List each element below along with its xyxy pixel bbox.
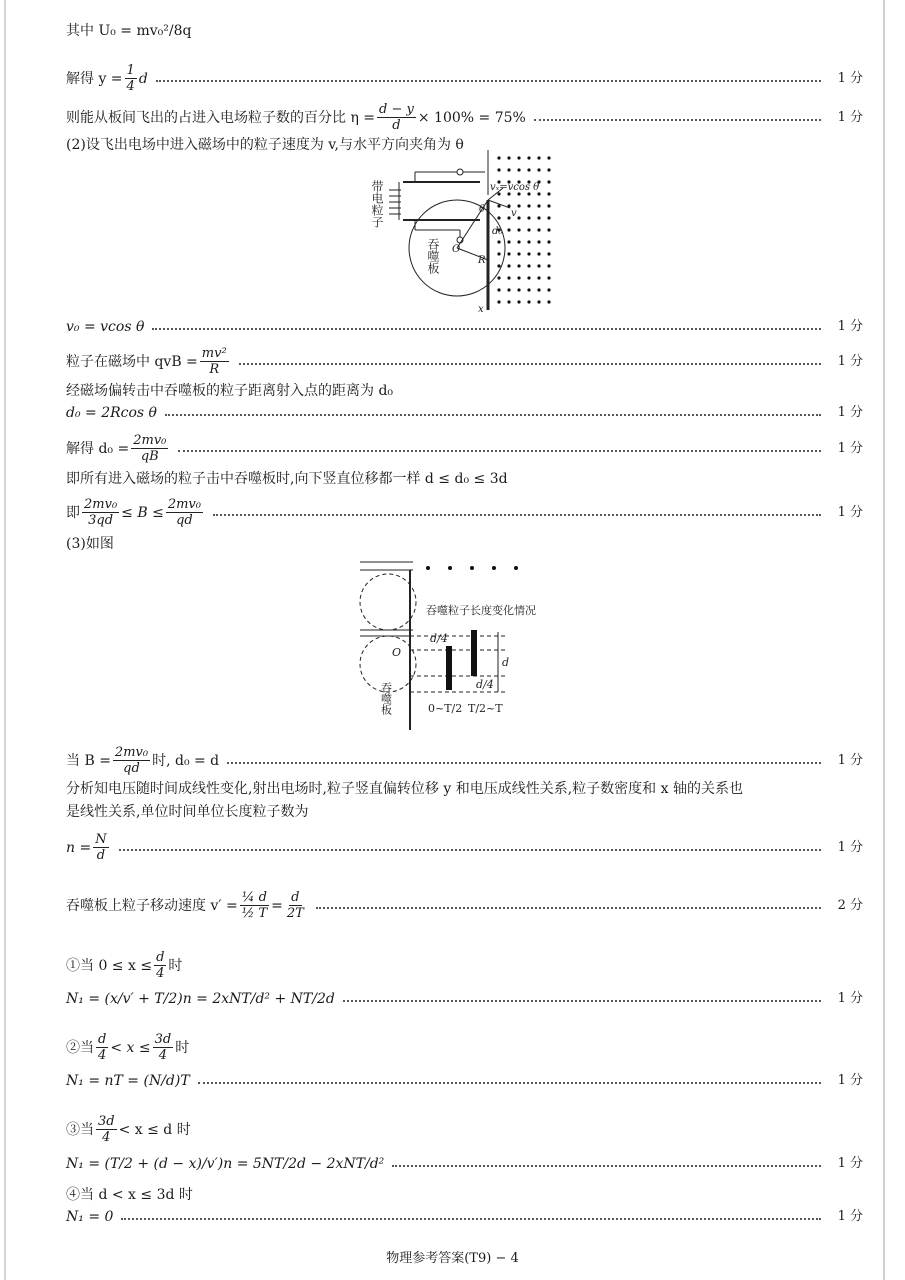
field-dot bbox=[517, 300, 520, 303]
field-dot bbox=[547, 288, 550, 291]
line-case2: ②当 $\frac{d}{4}$ < x ≤ $\frac{3d}{4}$ 时 bbox=[66, 1032, 190, 1063]
field-dot bbox=[497, 204, 500, 207]
line-part2-intro: (2)设飞出电场中进入磁场中的粒子速度为 v,与水平方向夹角为 θ bbox=[66, 137, 464, 153]
line-d0: d₀ = 2Rcos θ 1 分 bbox=[66, 405, 863, 421]
figure-absorb-length bbox=[358, 552, 608, 732]
field-dot bbox=[497, 168, 500, 171]
label-t2: T/2~T bbox=[468, 702, 503, 715]
fraction: $\frac{1}{4}$ bbox=[126, 63, 135, 94]
line-analysis-2: 是线性关系,单位时间单位长度粒子数为 bbox=[66, 804, 309, 820]
field-dot bbox=[547, 264, 550, 267]
field-dot bbox=[547, 252, 550, 255]
line-distance-desc: 经磁场偏转击中吞噬板的粒子距离射入点的距离为 d₀ bbox=[66, 383, 394, 399]
label-v: v bbox=[511, 208, 517, 219]
page-edge-right bbox=[883, 0, 885, 1280]
line-percentage: 则能从板间飞出的占进入电场粒子数的百分比 η = $\frac{d - y}{d}$ × 100% = 75% 1 分 bbox=[66, 102, 863, 133]
line-solve-d0: 解得 d₀ = $\frac{\text{2mv₀}}{qB}$ 1 分 bbox=[66, 433, 863, 464]
field-dot bbox=[497, 276, 500, 279]
line-v0: v₀ = vcos θ 1 分 bbox=[66, 319, 863, 335]
field-dot bbox=[517, 252, 520, 255]
field-dot bbox=[527, 216, 530, 219]
field-dot bbox=[537, 156, 540, 159]
field-dot bbox=[527, 252, 530, 255]
line-lorentz: 粒子在磁场中 qvB = $\frac{\text{mv²}}{R}$ 1 分 bbox=[66, 346, 863, 377]
line-case1: ①当 0 ≤ x ≤ $\frac{d}{4}$ 时 bbox=[66, 950, 183, 981]
field-dot bbox=[527, 204, 530, 207]
field-dot bbox=[507, 228, 510, 231]
page-footer: 物理参考答案(T9) − 4 bbox=[386, 1251, 519, 1266]
field-dot bbox=[527, 288, 530, 291]
field-dot bbox=[517, 264, 520, 267]
field-dot bbox=[547, 204, 550, 207]
field-dot bbox=[527, 276, 530, 279]
field-dot bbox=[527, 156, 530, 159]
field-dot bbox=[517, 240, 520, 243]
page-edge-left bbox=[4, 0, 6, 1280]
field-dot bbox=[497, 300, 500, 303]
field-dot bbox=[497, 288, 500, 291]
label-plate: 吞噬板 bbox=[426, 238, 440, 274]
line-solve-y: 解得 y = $\frac{1}{4}$ d 1 分 bbox=[66, 63, 863, 94]
field-dot bbox=[517, 276, 520, 279]
field-dot bbox=[547, 228, 550, 231]
field-dot bbox=[537, 288, 540, 291]
line-case3: ③当 $\frac{3d}{4}$ < x ≤ d 时 bbox=[66, 1114, 191, 1145]
label-theta: θ bbox=[479, 204, 486, 215]
label-vx: vₓ=vcos θ bbox=[490, 182, 540, 193]
field-dot bbox=[497, 240, 500, 243]
field-dot bbox=[537, 240, 540, 243]
line-b-case: 当 B = $\frac{\text{2mv₀}}{qd}$ 时, d₀ = d 1 分 bbox=[66, 745, 863, 776]
field-dot bbox=[507, 168, 510, 171]
field-dot bbox=[527, 240, 530, 243]
field-dot bbox=[507, 276, 510, 279]
line-n1-case2: N₁ = nT = (N/d)T 1 分 bbox=[66, 1073, 863, 1089]
label-R: R bbox=[478, 255, 486, 266]
field-dot bbox=[517, 156, 520, 159]
field-dot bbox=[537, 228, 540, 231]
field-dot bbox=[517, 288, 520, 291]
line-part3: (3)如图 bbox=[66, 536, 114, 552]
field-dot bbox=[537, 252, 540, 255]
label-O: O bbox=[452, 244, 461, 255]
label-d4-bottom: d/4 bbox=[476, 678, 494, 691]
field-dot bbox=[537, 264, 540, 267]
label-O2: O bbox=[392, 646, 402, 659]
label-absorb-title: 吞噬粒子长度变化情况 bbox=[426, 604, 536, 617]
field-dot bbox=[527, 228, 530, 231]
field-dot bbox=[507, 252, 510, 255]
field-dot bbox=[507, 264, 510, 267]
field-dot bbox=[497, 252, 500, 255]
field-dot bbox=[497, 264, 500, 267]
field-dot bbox=[537, 300, 540, 303]
field-dot bbox=[507, 288, 510, 291]
field-dot bbox=[507, 240, 510, 243]
field-dots bbox=[497, 156, 550, 303]
field-dot bbox=[537, 276, 540, 279]
field-dot bbox=[537, 168, 540, 171]
field-dot bbox=[507, 156, 510, 159]
field-dot bbox=[547, 276, 550, 279]
line-n1-case1: N₁ = (x/v′ + T/2)n = 2xNT/d² + NT/2d 1 分 bbox=[66, 991, 863, 1007]
figure-magnetic-field bbox=[370, 150, 560, 315]
line-all-hit: 即所有进入磁场的粒子击中吞噬板时,向下竖直位移都一样 d ≤ d₀ ≤ 3d bbox=[66, 471, 508, 487]
field-dot bbox=[547, 156, 550, 159]
label-d: d bbox=[502, 656, 510, 669]
label-t1: 0~T/2 bbox=[428, 702, 463, 715]
field-dot bbox=[517, 228, 520, 231]
score: 1 分 bbox=[837, 70, 863, 86]
line-b-range: 即 $\frac{\text{2mv₀}}{3qd}$ ≤ B ≤ $\frac{\text{2mv₀}}{qd}$ 1 分 bbox=[66, 497, 863, 528]
line-n1-case3: N₁ = (T/2 + (d − x)/v′)n = 5NT/2d − 2xNT/d² 1 分 bbox=[66, 1156, 863, 1172]
field-dot bbox=[497, 156, 500, 159]
field-dot bbox=[527, 300, 530, 303]
line-case4: ④当 d < x ≤ 3d 时 bbox=[66, 1187, 193, 1203]
field-dot bbox=[527, 264, 530, 267]
label-x: x bbox=[478, 304, 484, 315]
field-dot bbox=[547, 240, 550, 243]
line-n: n = $\frac{N}{d}$ 1 分 bbox=[66, 832, 863, 863]
line-u0: 其中 U₀ = mv₀²/8q bbox=[66, 23, 192, 39]
field-dot bbox=[517, 168, 520, 171]
field-dot bbox=[547, 300, 550, 303]
label-plate2: 吞噬板 bbox=[379, 682, 393, 715]
field-dot bbox=[497, 216, 500, 219]
label-d0: d₀ bbox=[492, 226, 503, 237]
label-d4-top: d/4 bbox=[430, 632, 448, 645]
field-dot bbox=[517, 204, 520, 207]
field-dot bbox=[547, 192, 550, 195]
field-dot bbox=[527, 168, 530, 171]
line-speed: 吞噬板上粒子移动速度 v′ = $\frac{\text{¼ d}}{\text{½ T}}$ = $\frac{d}{2T}$ 2 分 bbox=[66, 890, 863, 921]
score: 1 分 bbox=[837, 109, 863, 125]
line-n1-case4: N₁ = 0 1 分 bbox=[66, 1209, 863, 1225]
field-dot bbox=[517, 216, 520, 219]
field-dot bbox=[547, 180, 550, 183]
field-dot bbox=[547, 216, 550, 219]
field-dot bbox=[547, 168, 550, 171]
field-dot bbox=[537, 204, 540, 207]
field-dot bbox=[537, 216, 540, 219]
label-particles: 带电粒子 bbox=[370, 180, 384, 228]
field-dot bbox=[507, 300, 510, 303]
line-analysis-1: 分析知电压随时间成线性变化,射出电场时,粒子竖直偏转位移 y 和电压成线性关系,粒子数密度和 x 轴的关系也 bbox=[66, 781, 743, 797]
